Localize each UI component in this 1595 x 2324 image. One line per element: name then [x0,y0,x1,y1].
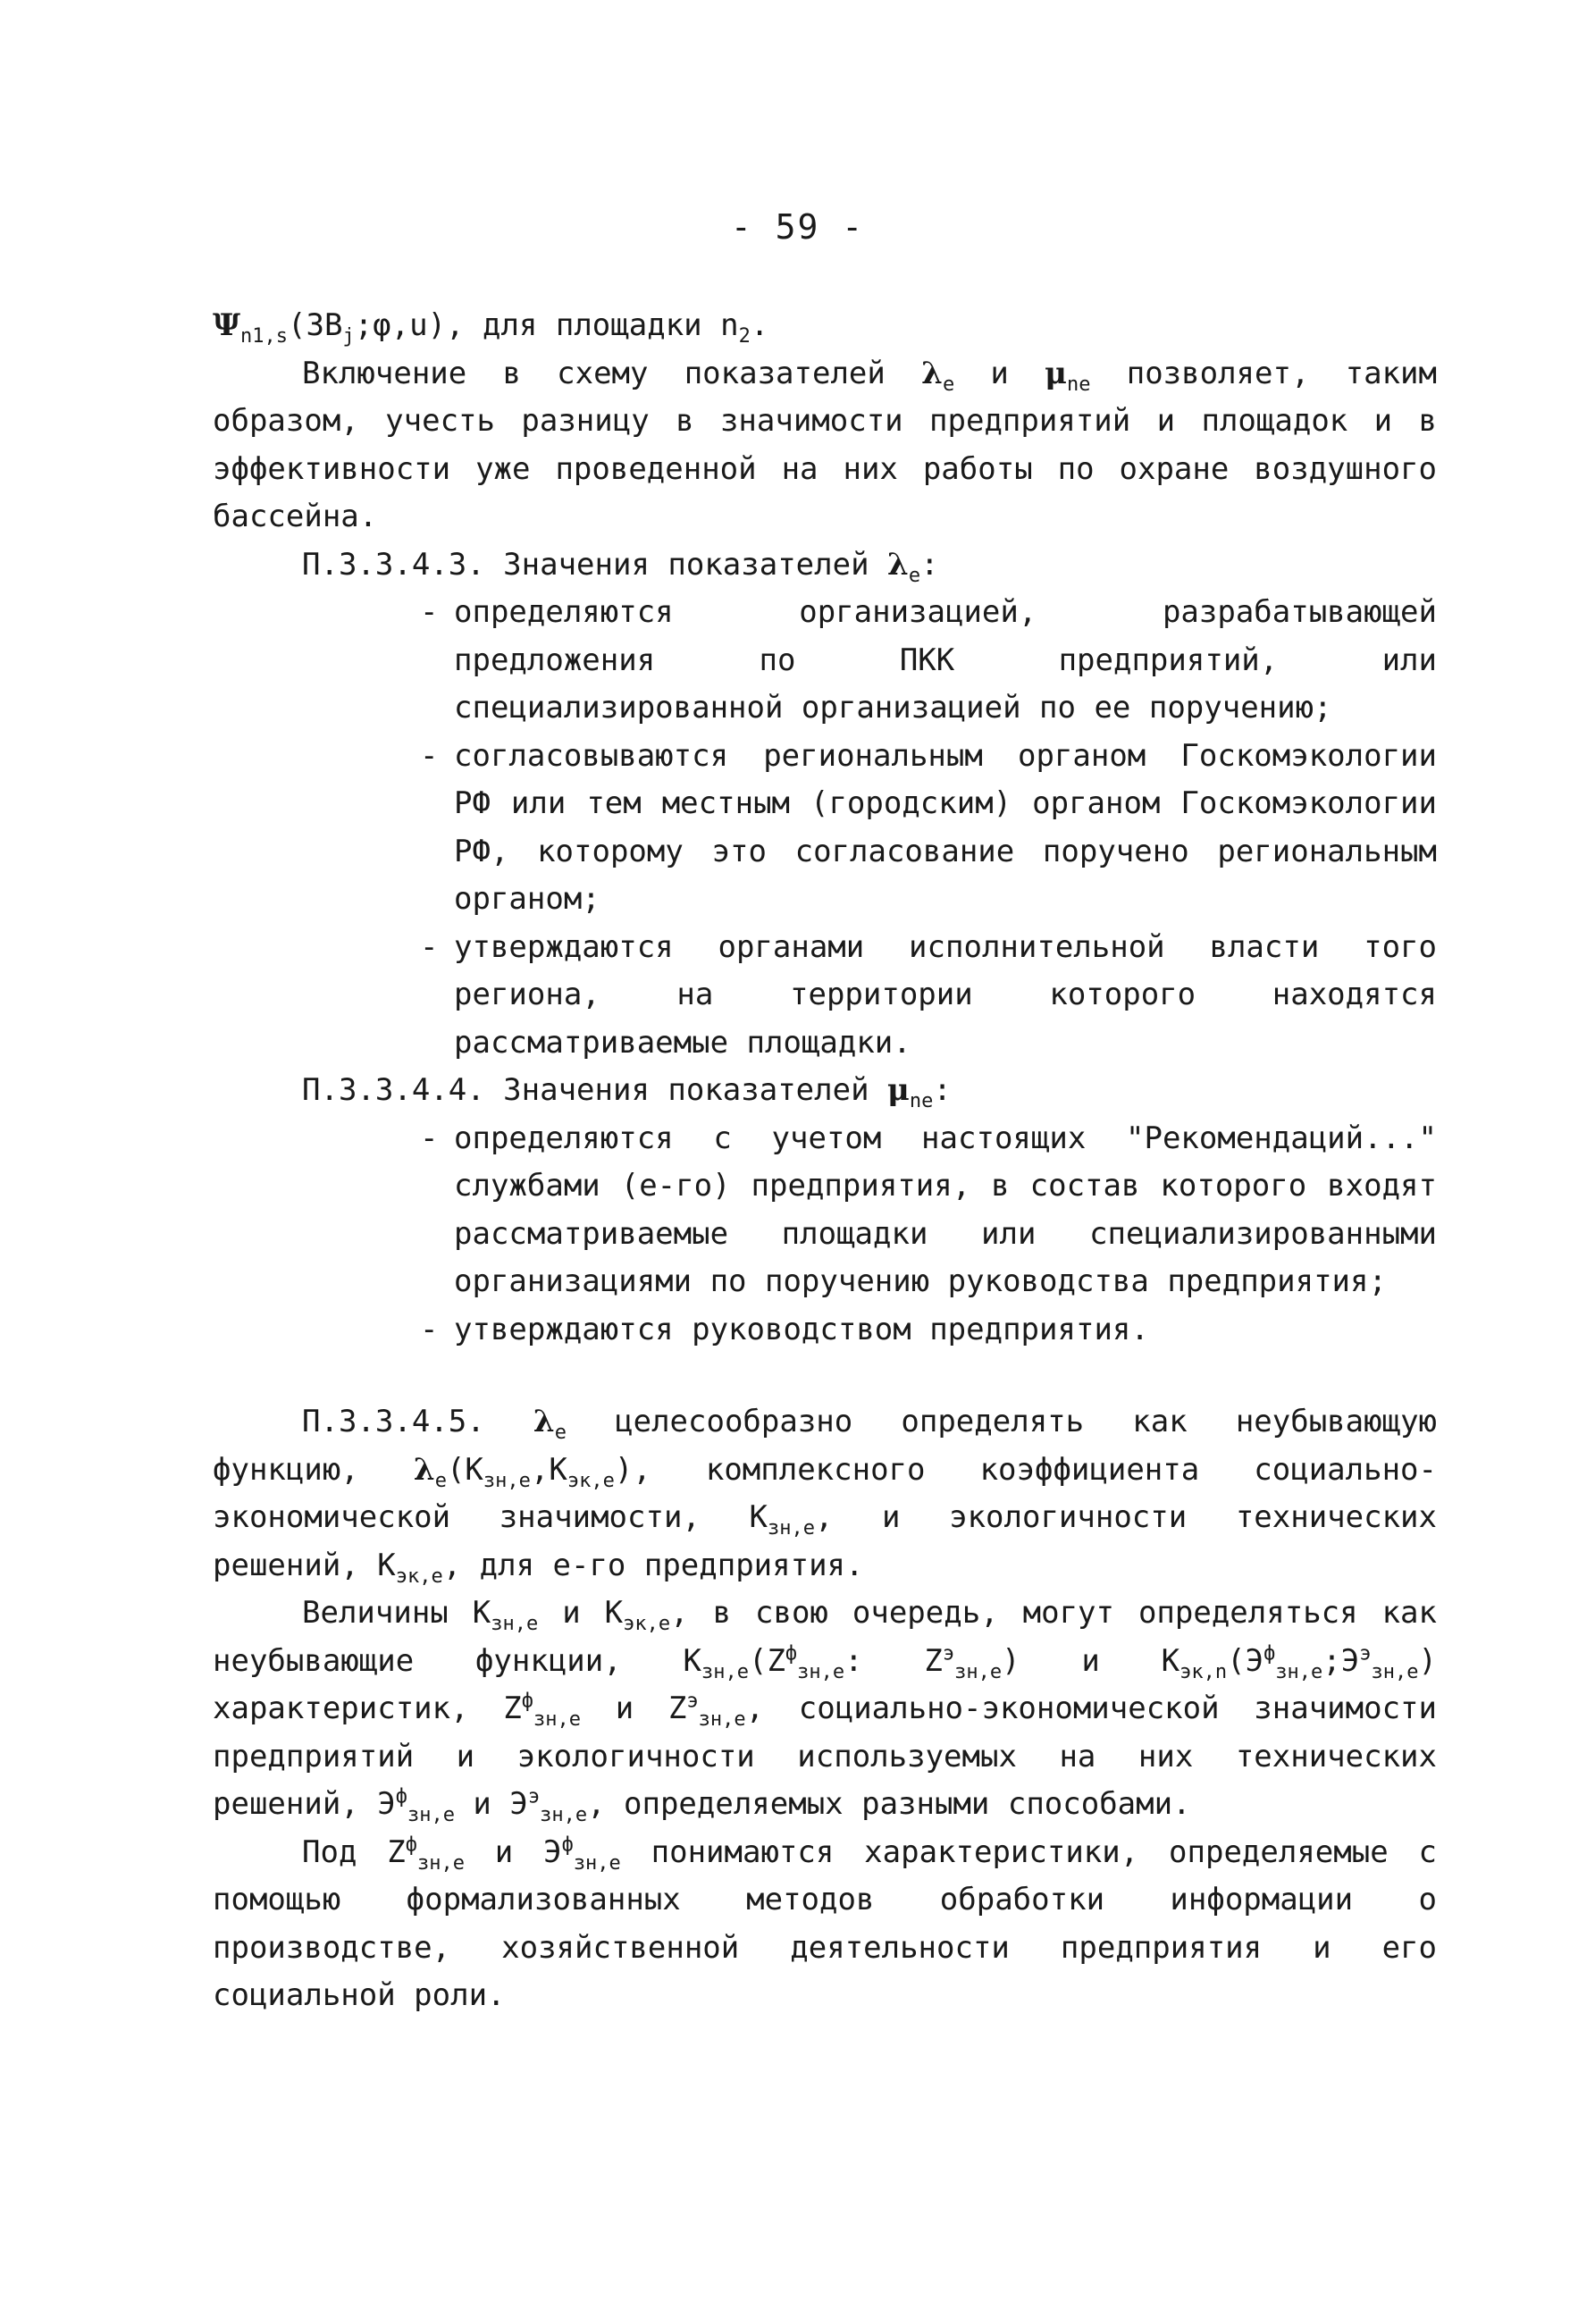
superscript: э [1359,1642,1372,1665]
lambda-symbol: λ [413,1451,435,1488]
text-run: , для е-го предприятия. [442,1547,864,1583]
text-run: (Z [748,1642,785,1679]
superscript: ф [521,1690,534,1713]
clause-label: П.3.3.4.3. Значения показателей [302,546,888,583]
sentence-end: . [750,307,769,343]
text-run: , социально-экономической значимости предприятий и экологичности используемых на них технических решений, Э [213,1691,1438,1822]
subscript: эк,е [623,1612,671,1635]
clause-3-3-4-4-heading [213,1067,1437,1115]
intro-formula-line [213,302,1437,350]
lambda-subscript: e [434,1469,447,1492]
section-gap [213,1354,1437,1398]
superscript: э [527,1785,541,1808]
text-run: ;Э [1322,1642,1360,1679]
subscript: эк,n [1179,1660,1228,1683]
subscript: зн,е [701,1660,749,1683]
clause-3-3-4-5 [213,1398,1437,1590]
k-subscript: эк,е [567,1469,615,1492]
clause-3-3-4-3-heading [213,541,1437,590]
mu-subscript: ne [1067,373,1091,396]
paragraph-inclusion [213,350,1437,541]
formula-args-end: ;φ,u), для площадки n [354,307,739,343]
site-subscript: 2 [738,324,751,348]
superscript: ф [1263,1642,1276,1665]
text-run: , и экологичности технических решений, K [213,1499,1437,1583]
subscript: зн,е [416,1851,465,1875]
lambda-symbol: λ [887,546,909,583]
text-run: целесообразно определять как неубывающую функцию, [213,1404,1438,1488]
subscript: зн,е [491,1612,539,1635]
text-run: Величины K [302,1595,491,1631]
text-run: ) характеристик, Z [213,1642,1437,1726]
subscript: зн,е [1371,1660,1419,1683]
text-run: ), комплексного коэффициента социально-экономической значимости, K [213,1451,1437,1535]
text-run: , определяемых разными способами. [587,1786,1191,1822]
colon: : [920,546,939,583]
lambda-symbol: λ [533,1404,555,1439]
paragraph-values [213,1590,1437,1829]
superscript: э [942,1642,955,1665]
psi-subscript: n1,s [240,324,289,348]
subscript: зн,е [407,1803,455,1826]
clause-3-3-4-4-list [213,1115,1437,1355]
paragraph-under [213,1829,1437,2020]
args-subscript: j [342,324,355,348]
text-run: и Э [454,1786,528,1822]
subscript: зн,е [533,1707,581,1731]
superscript: ф [395,1785,407,1808]
psi-symbol: Ψ [213,307,241,343]
mu-symbol: μ [887,1072,910,1108]
text-run: и [954,355,1045,391]
text-run: и K [538,1595,624,1631]
document-body [213,302,1437,2020]
clause-label: П.3.3.4.4. Значения показателей [302,1072,888,1108]
superscript: ф [405,1833,417,1857]
list-item: - утверждаются руководством предприятия. [454,1306,1437,1355]
text-run: понимаются характеристики, определяемые с помощью формализованных методов обработки информации о производстве, хозяйственной деятельности предприятия и его социальной роли. [213,1833,1437,2013]
text-run: и Z [581,1691,687,1726]
text-run: Под Z [302,1833,406,1870]
list-item: - утверждаются органами исполнительной власти того региона, на территории которого находятся рассматриваемые площадки. [454,924,1437,1068]
text-run: Включение в схему показателей [302,355,922,391]
subscript: зн,е [1275,1660,1323,1683]
k-subscript: зн,е [483,1469,531,1492]
list-item: - определяются с учетом настоящих "Рекомендаций..." службами (е-го) предприятия, в состав которого входят рассматриваемые площадки или специализированными организациями по поручению руководства предприятия; [454,1115,1437,1306]
lambda-subscript: e [942,373,955,396]
text-run: ) и K [1002,1642,1180,1679]
subscript: зн,е [573,1851,621,1875]
text-run: : Z [844,1642,943,1679]
subscript: зн,е [954,1660,1003,1683]
subscript: зн,е [540,1803,588,1826]
list-item: - определяются организацией, разрабатывающей предложения по ПКК предприятий, или специализированной организацией по ее поручению; [454,589,1437,733]
subscript: зн,е [698,1707,746,1731]
text-run: ,K [530,1451,567,1488]
text-run: и Э [464,1833,562,1870]
text-run: П.3.3.4.5. [302,1404,533,1439]
formula-args: (ЗВ [288,307,343,343]
k-subscript: эк,е [395,1565,443,1588]
k-subscript: зн,е [767,1516,815,1540]
lambda-subscript: e [554,1421,567,1444]
superscript: ф [561,1833,574,1857]
subscript: зн,е [797,1660,845,1683]
mu-subscript: ne [909,1089,934,1112]
text-run: позволяет, таким образом, учесть разницу в значимости предприятий и площадок и в эффективности уже проведенной на них работы по охране воздушного бассейна. [213,355,1437,534]
text-run: , в свою очередь, могут определяться как неубывающие функции, K [213,1595,1437,1679]
text-run: (Э [1227,1642,1264,1679]
mu-symbol: μ [1045,355,1067,391]
colon: : [933,1072,952,1108]
page-number: - 59 - [730,207,865,247]
superscript: ф [785,1642,798,1665]
lambda-subscript: e [908,564,921,587]
list-item: - согласовываются региональным органом Госкомэкологии РФ или тем местным (городским) органом Госкомэкологии РФ, которому это согласование поручено региональным органом; [454,733,1437,924]
lambda-symbol: λ [921,355,943,391]
text-run: (K [446,1451,483,1488]
clause-3-3-4-3-list [213,589,1437,1067]
superscript: э [686,1690,699,1713]
